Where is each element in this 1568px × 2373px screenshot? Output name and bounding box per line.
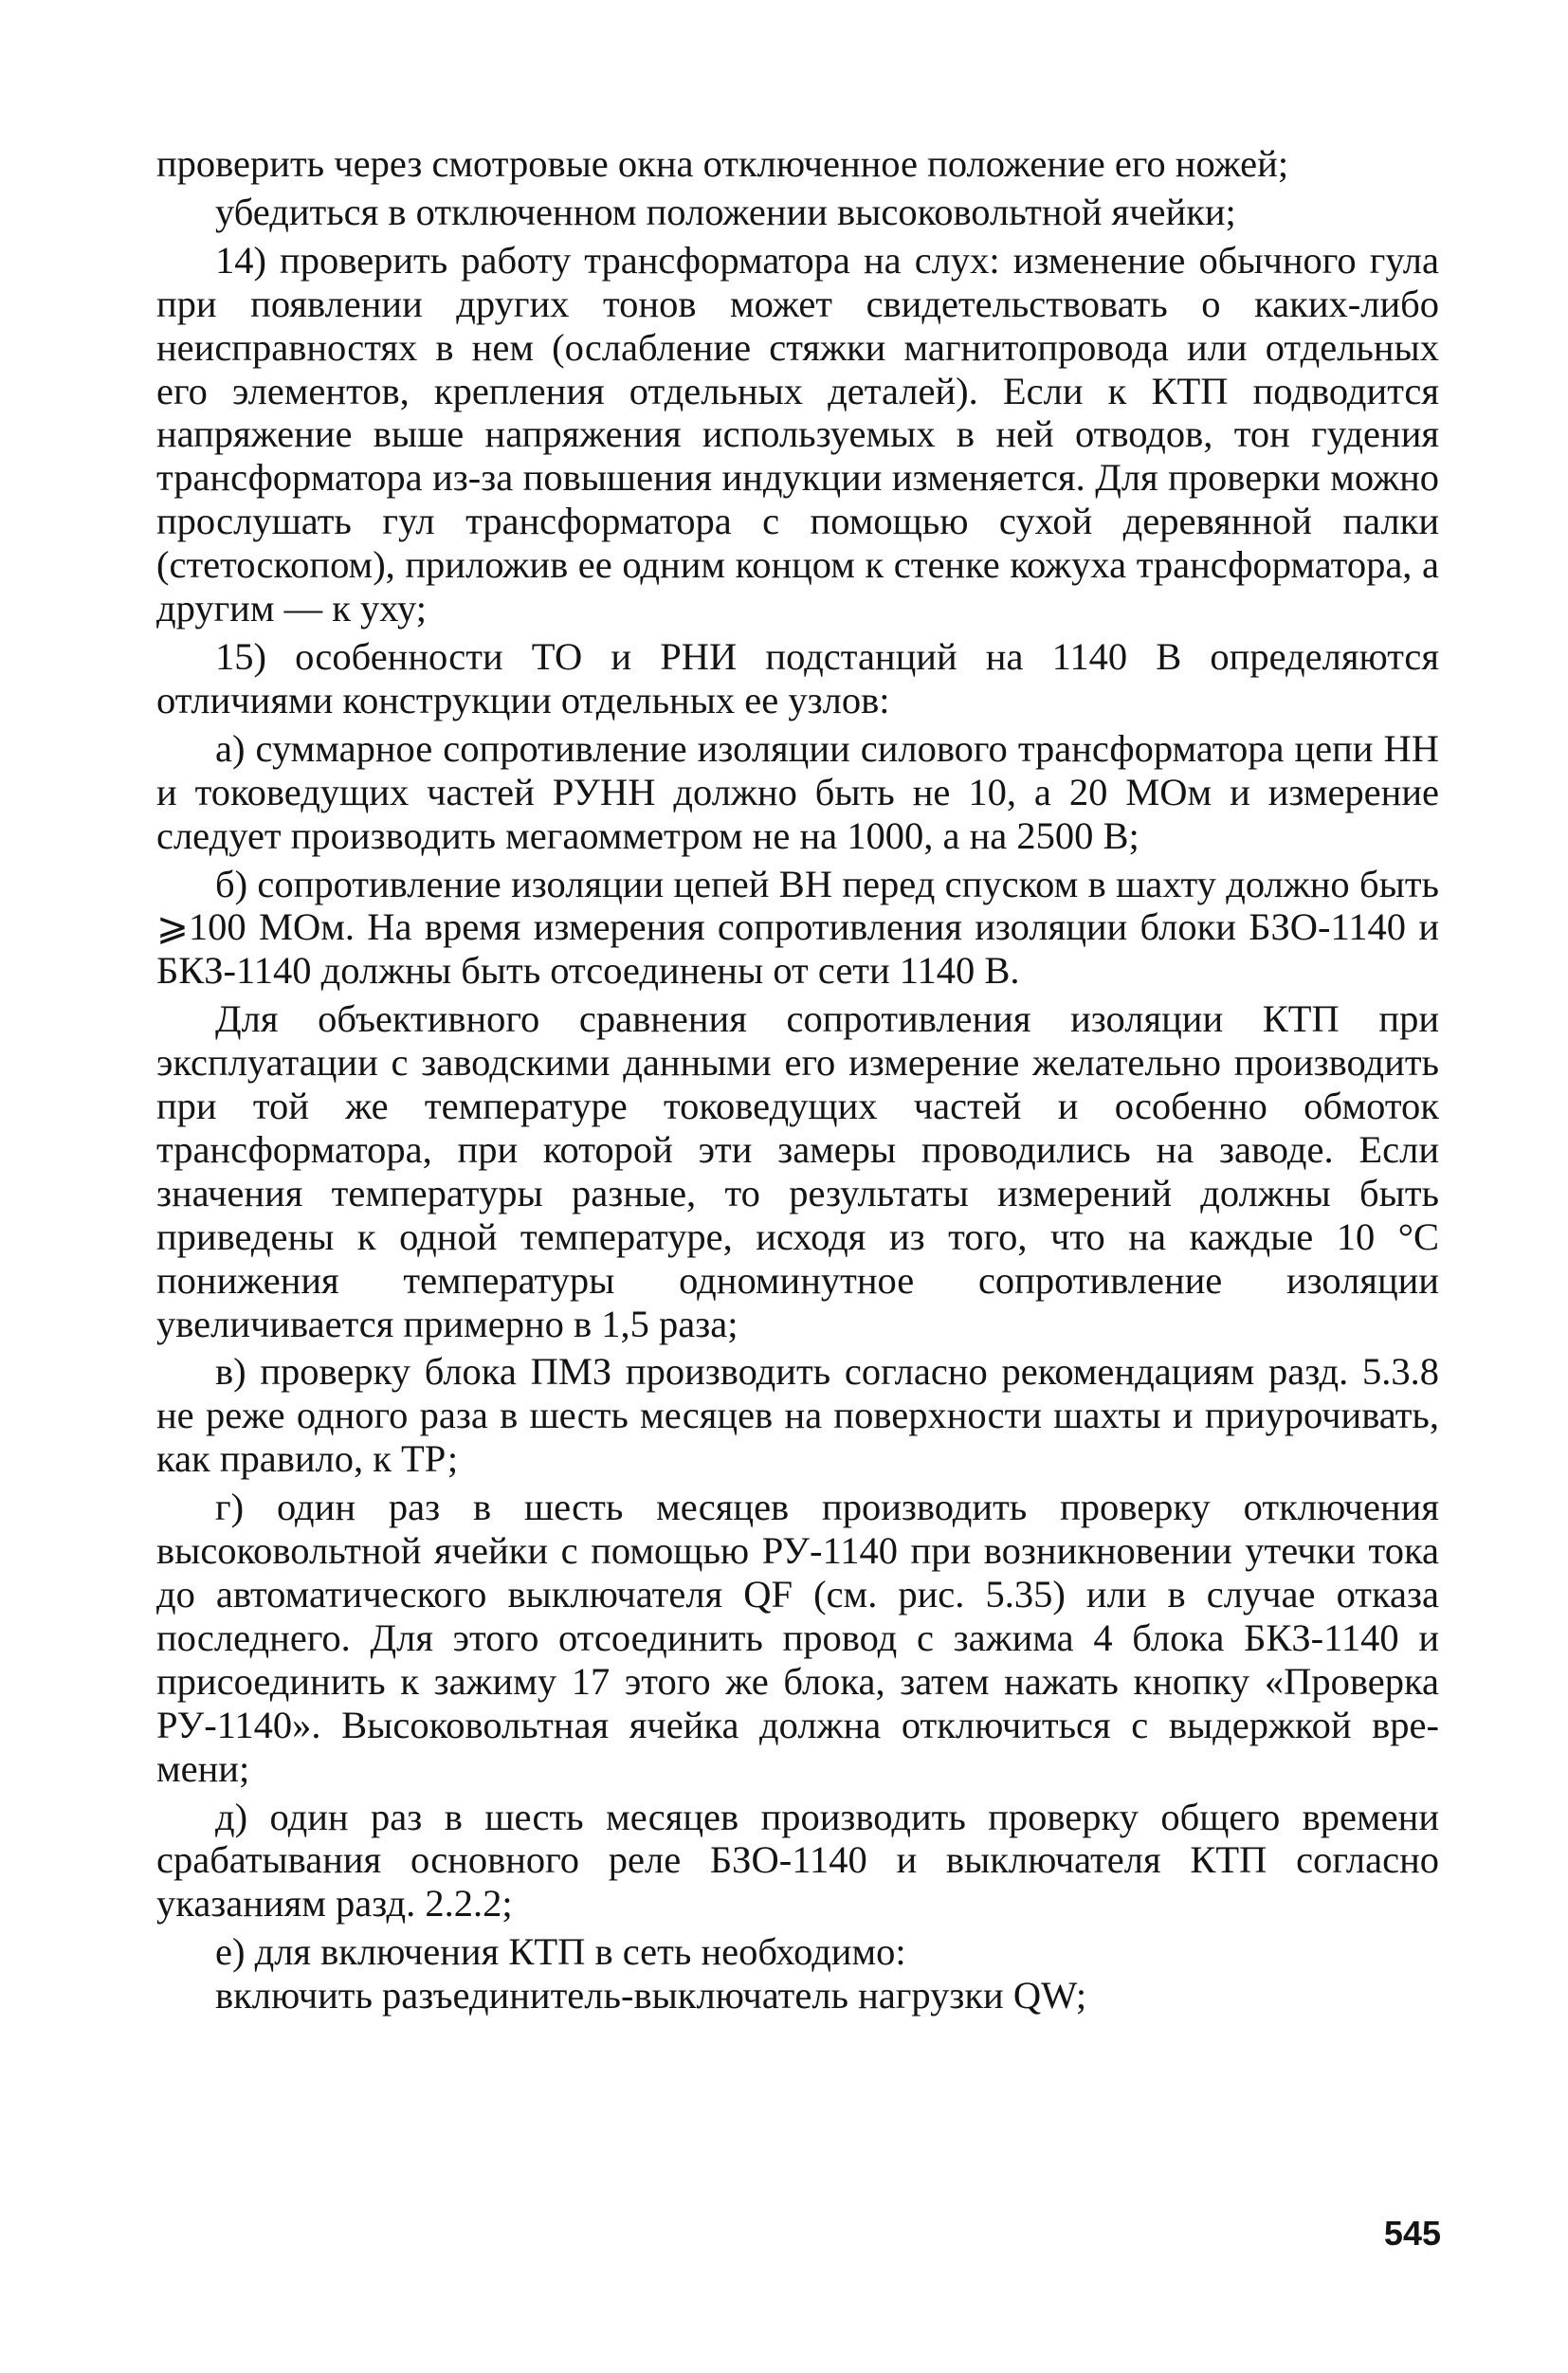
paragraph-item-14: 14) проверить работу трансформатора на слух: изменение обычного гула при появлении других тонов может свидетельствовать о каких-либо неисправностях в нем (ослабление стяжки магнитопровода или отдельных его элементов, крепления отдельных деталей). Если к КТП подводится напряжение выше напряжения используемых в ней отводов, тон гудения трансформатора из-за повышения индукции изменяется. Для проверки можно прослушать гул трансформатора с помощью сухой деревянной палки (стетоскопом), приложив ее одним концом к стенке кожуха трансформатора, а другим — к уху; xyxy=(156,238,1439,630)
paragraph-switch-on-qw: включить разъединитель-выключатель нагрузки QW; xyxy=(215,1974,1087,2017)
paragraph-item-a: а) суммарное сопротивление изоляции силового трансформатора цепи НН и токоведущих частей РУНН должно быть не 10, а 20 МОм и измерение следует производить мегаомметром не на 1000, а на 2500 В; xyxy=(156,726,1439,857)
paragraph-hv-cell-off: убедиться в отключенном положении высоковольтной ячейки; xyxy=(215,190,1236,233)
paragraph-item-b: б) сопротивление изоляции цепей ВН перед спуском в шахту должно быть ⩾100 МОм. На время измерения сопротивления изоляции блоки БЗО-1140 и БКЗ-1140 должны быть отсоединены от сети 1140 В. xyxy=(156,862,1439,993)
paragraph-item-d: д) один раз в шесть месяцев производить проверку общего времени срабатывания основного реле БЗО-1140 и выключателя КТП согласно указаниям разд. 2.2.2; xyxy=(156,1795,1439,1926)
paragraph-item-g: г) один раз в шесть месяцев производить проверку отключения высоковольтной ячейки с помощью РУ-1140 при возникновении утечки тока до автоматического выключателя QF (см. рис. 5.35) или в случае отказа последнего. Для этого отсоединить провод с зажима 4 блока БКЗ-1140 и присоединить к зажиму 17 этого же блока, затем нажать кнопку «Проверка РУ-1140». Высоковольтная ячейка должна отключиться с выдержкой времени; xyxy=(156,1486,1439,1790)
paragraph-insulation-comparison: Для объективного сравнения сопротивления изоляции КТП при эксплуатации с заводскими данными его измерение желательно производить при той же температуре токоведущих частей и особенно обмоток трансформатора, при которой эти замеры проводились на заводе. Если значения температуры разные, то результаты измерений должны быть приведены к одной температуре, исходя из того, что на каждые 10 °С понижения температуры одноминутное сопротивление изоляции увеличивается примерно в 1,5 раза; xyxy=(156,997,1439,1345)
page-number: 545 xyxy=(1383,2214,1441,2253)
paragraph-knives-check: проверить через смотровые окна отключенное положение его ножей; xyxy=(156,142,1289,185)
paragraph-item-v: в) проверку блока ПМЗ производить согласно рекомендациям разд. 5.3.8 не реже одного раза в шесть месяцев на поверхности шахты и приурочивать, как правило, к ТР; xyxy=(156,1350,1439,1481)
paragraph-item-15: 15) особенности ТО и РНИ подстанций на 1140 В определяются отличиями конструкции отдельных ее узлов: xyxy=(156,634,1439,721)
paragraph-item-e: е) для включения КТП в сеть необходимо: xyxy=(215,1930,906,1974)
page-body xyxy=(156,142,1439,2017)
